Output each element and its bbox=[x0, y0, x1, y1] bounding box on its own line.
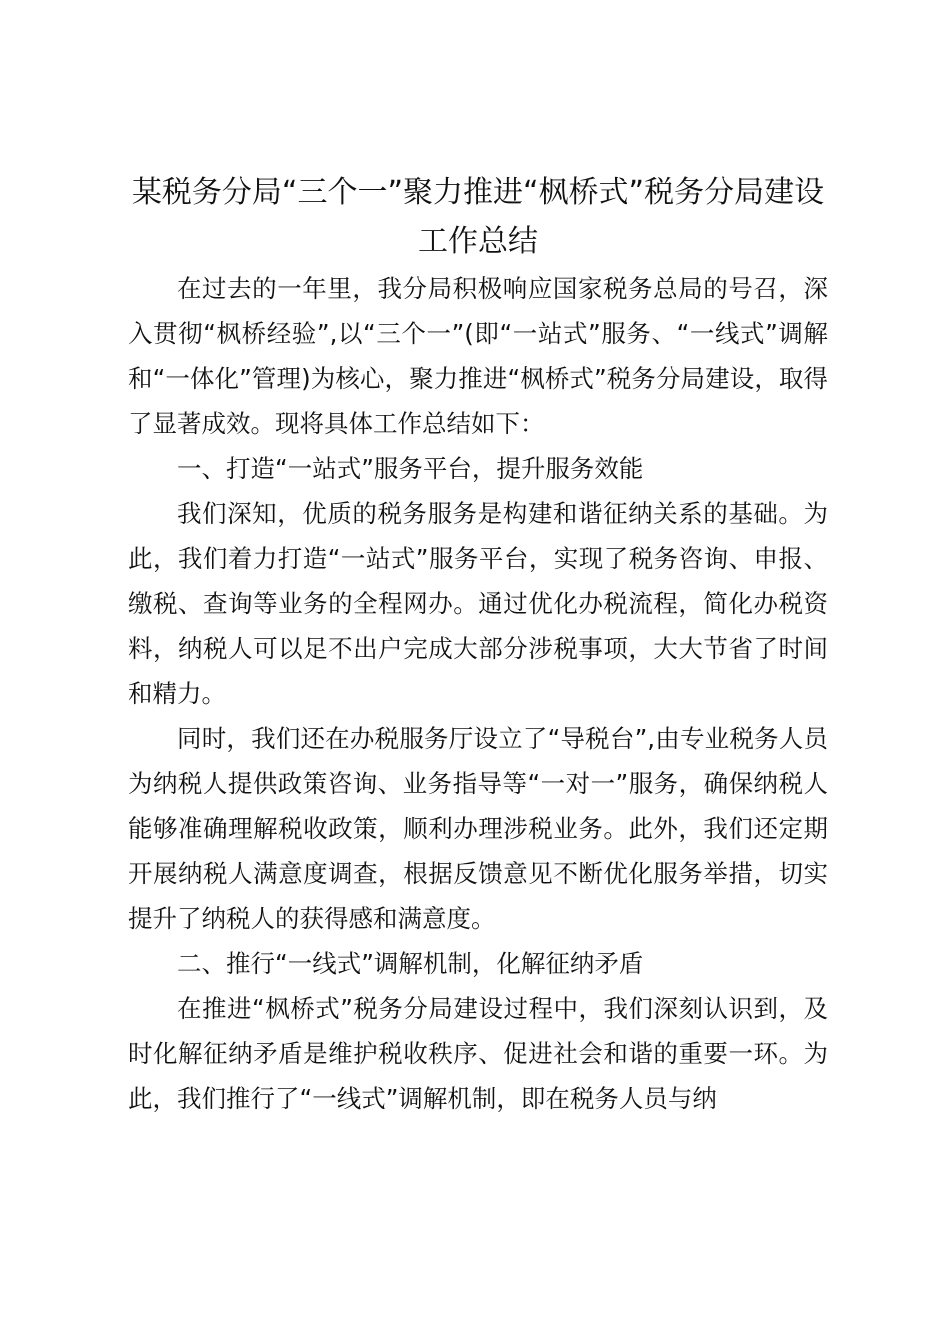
section-1-heading: 一、打造“一站式”服务平台，提升服务效能 bbox=[177, 454, 644, 483]
document-title: 某税务分局“三个一”聚力推进“枫桥式”税务分局建设工作总结 bbox=[131, 175, 825, 259]
section-2-heading: 二、推行“一线式”调解机制，化解征纳矛盾 bbox=[177, 949, 644, 978]
document-body bbox=[128, 168, 828, 1121]
section-1-paragraph-2: 同时，我们还在办税服务厅设立了“导税台”,由专业税务人员为纳税人提供政策咨询、业务指导等“一对一”服务，确保纳税人能够准确理解税收政策，顺利办理涉税业务。此外，我们还定期开展纳税人满意度调查，根据反馈意见不断优化服务举措，切实提升了纳税人的获得感和满意度。 bbox=[128, 724, 828, 933]
section-2-paragraph-1: 在推进“枫桥式”税务分局建设过程中，我们深刻认识到，及时化解征纳矛盾是维护税收秩序、促进社会和谐的重要一环。为此，我们推行了“一线式”调解机制，即在税务人员与纳 bbox=[128, 994, 828, 1113]
section-1-paragraph-1: 我们深知，优质的税务服务是构建和谐征纳关系的基础。为此，我们着力打造“一站式”服务平台，实现了税务咨询、申报、缴税、查询等业务的全程网办。通过优化办税流程，简化办税资料，纳税人可以足不出户完成大部分涉税事项，大大节省了时间和精力。 bbox=[128, 499, 828, 708]
intro-paragraph: 在过去的一年里，我分局积极响应国家税务总局的号召，深入贯彻“枫桥经验”,以“三个一”(即“一站式”服务、“一线式”调解和“一体化”管理)为核心，聚力推进“枫桥式”税务分局建设，取得了显著成效。现将具体工作总结如下： bbox=[128, 274, 828, 438]
